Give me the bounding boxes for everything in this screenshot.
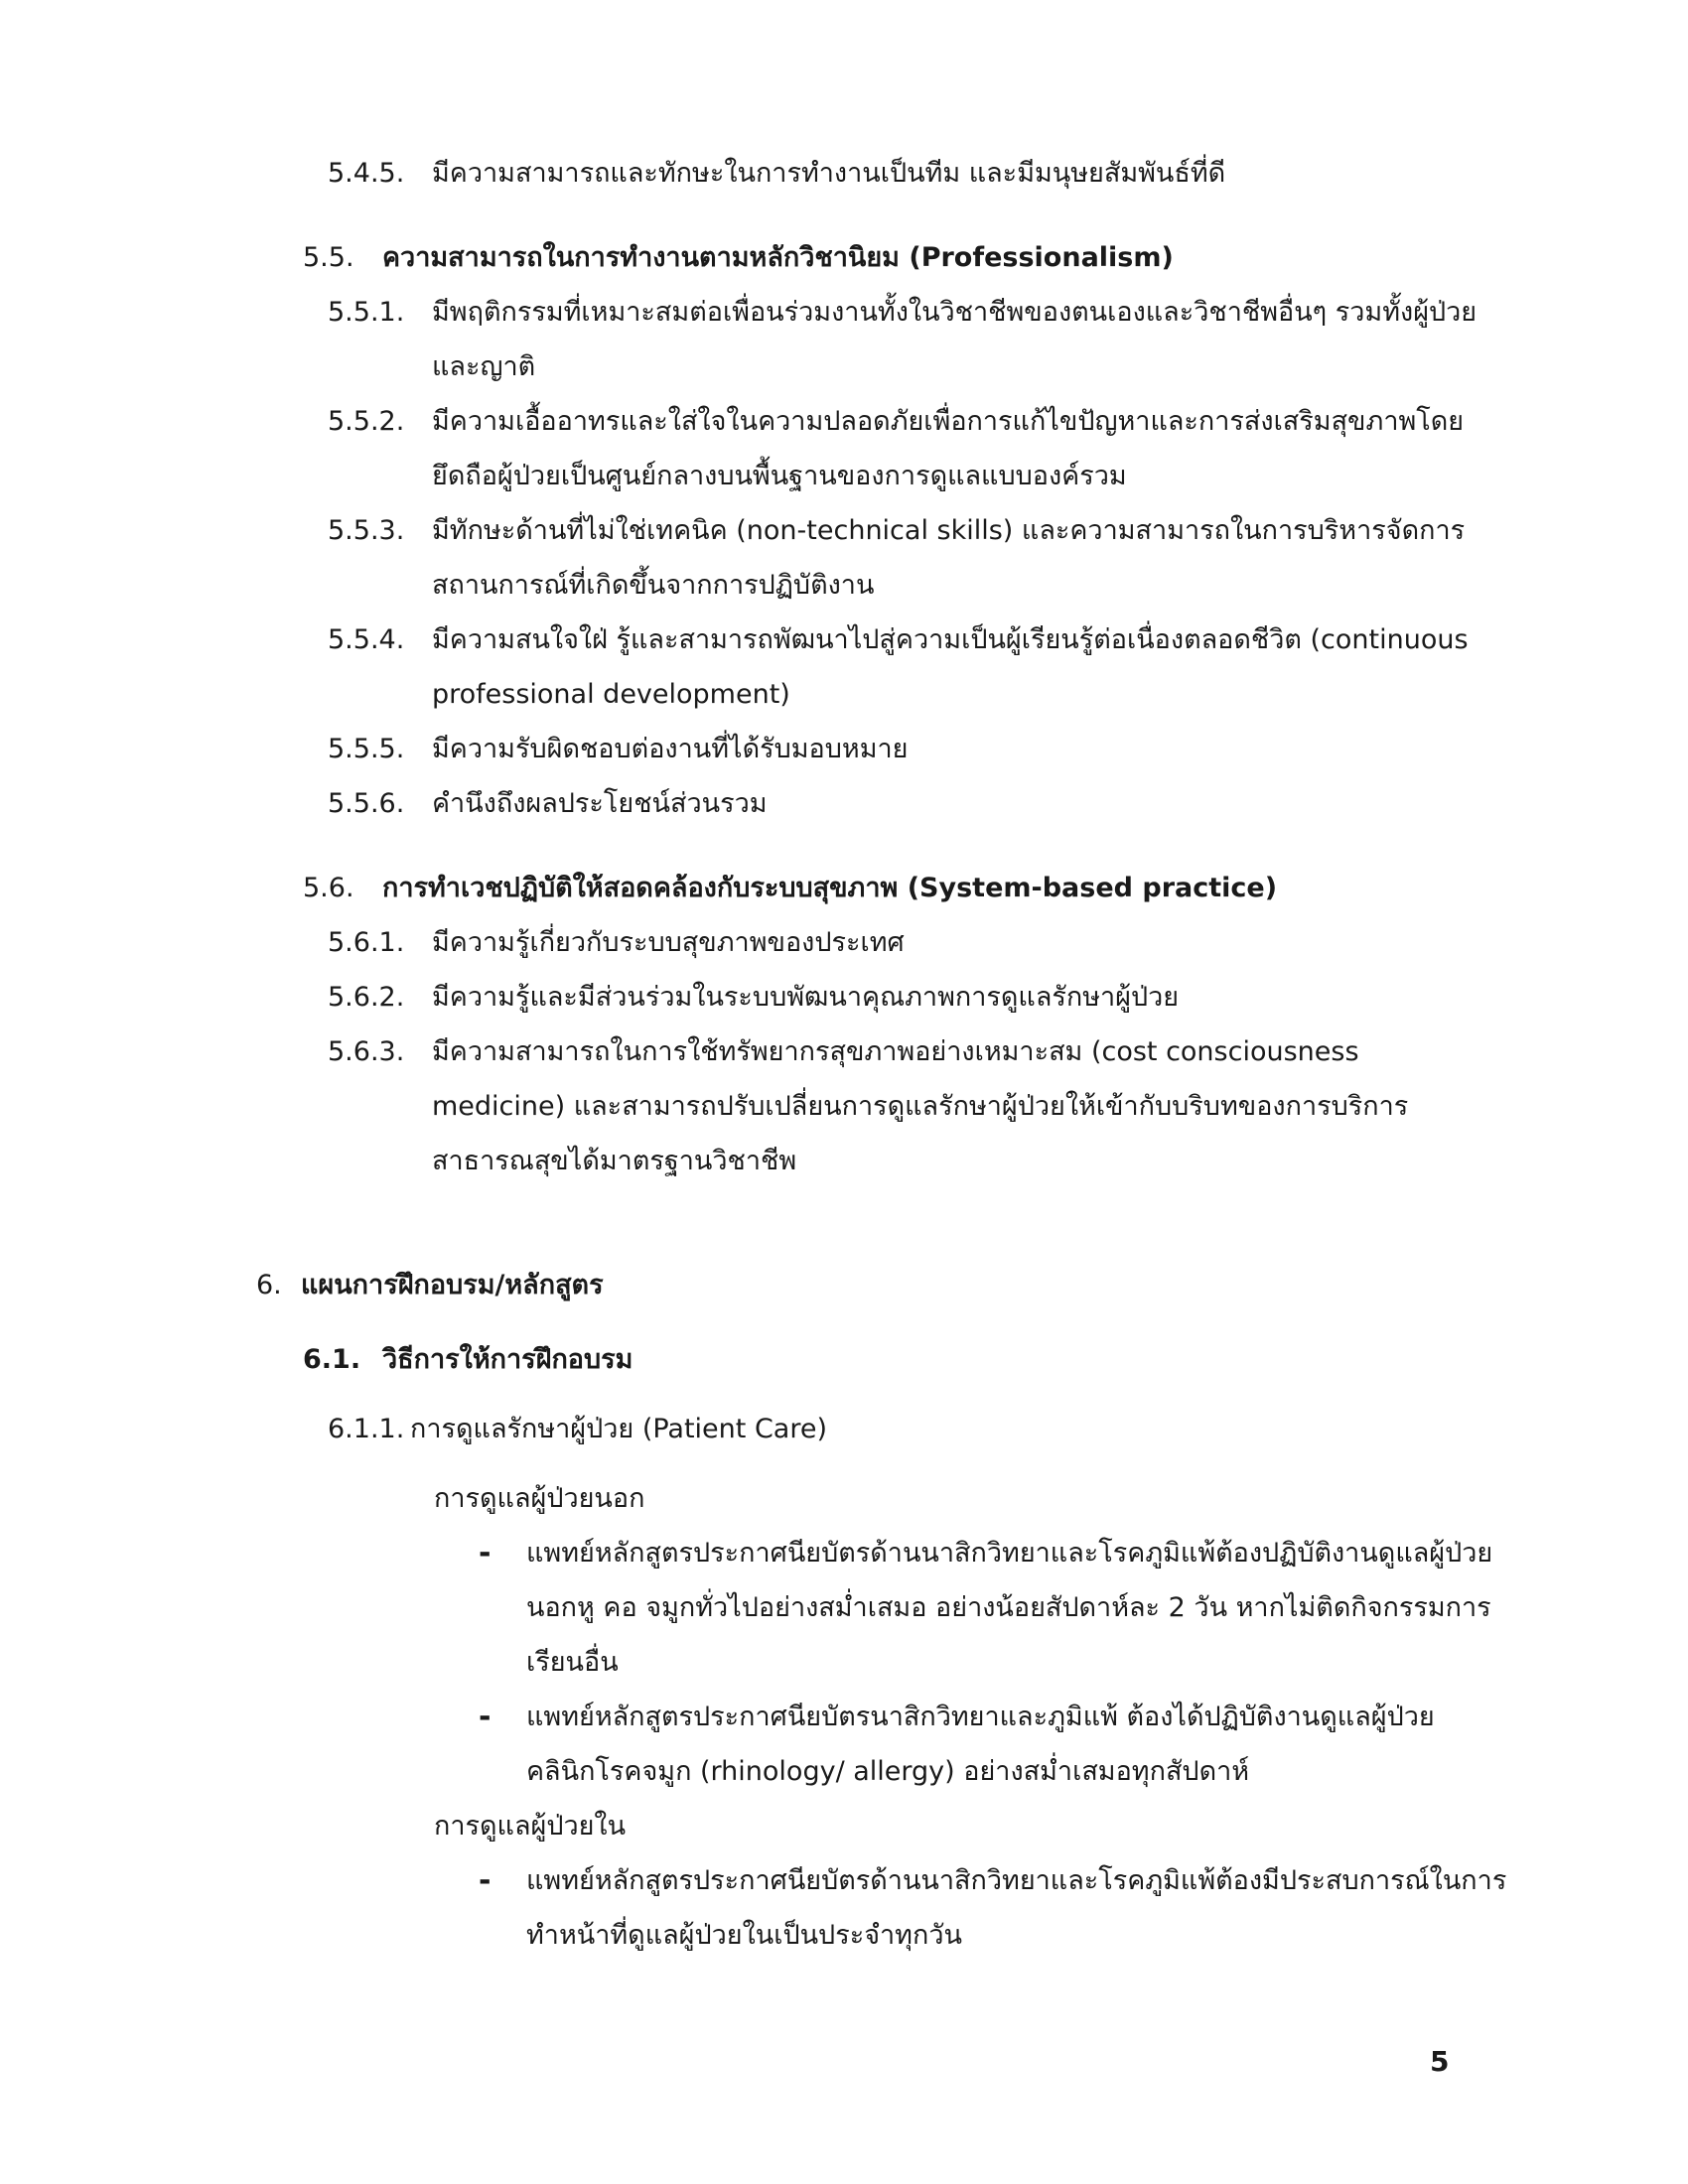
bullet-text: ทำหน้าที่ดูแลผู้ป่วยในเป็นประจำทุกวัน xyxy=(526,1920,962,1951)
section-number: 6.1. xyxy=(303,1344,361,1375)
item-text: มีความสามารถในการใช้ทรัพยากรสุขภาพอย่างเหมาะสม (cost consciousness xyxy=(432,1036,1359,1067)
item-number: 5.6.3. xyxy=(328,1036,405,1067)
page-number: 5 xyxy=(1430,2045,1450,2078)
bullet-dash: - xyxy=(479,1536,492,1570)
item-number: 5.4.5. xyxy=(328,158,405,189)
item-number: 5.6.1. xyxy=(328,927,405,958)
bullet-dash: - xyxy=(479,1700,492,1734)
bullet-text: แพทย์หลักสูตรประกาศนียบัตรด้านนาสิกวิทยาและโรคภูมิแพ้ต้องมีประสบการณ์ในการ xyxy=(526,1865,1507,1896)
item-number: 5.5.2. xyxy=(328,406,405,437)
subheading-inpatient: การดูแลผู้ป่วยใน xyxy=(434,1811,627,1842)
item-text: มีทักษะด้านที่ไม่ใช่เทคนิค (non-technical skills) และความสามารถในการบริหารจัดการ xyxy=(432,515,1466,546)
item-number: 5.5.6. xyxy=(328,788,405,819)
section-number: 5.6. xyxy=(303,873,354,903)
section-heading: ความสามารถในการทำงานตามหลักวิชานิยม (Professionalism) xyxy=(382,242,1174,273)
item-number: 5.5.3. xyxy=(328,515,405,546)
chapter-heading: แผนการฝึกอบรม/หลักสูตร xyxy=(301,1270,604,1300)
item-number: 5.5.5. xyxy=(328,734,405,764)
item-text: และญาติ xyxy=(432,351,536,382)
item-text: มีความรู้เกี่ยวกับระบบสุขภาพของประเทศ xyxy=(432,927,905,958)
chapter-number: 6. xyxy=(256,1270,282,1300)
item-text: มีความรับผิดชอบต่องานที่ได้รับมอบหมาย xyxy=(432,734,909,764)
section-heading: วิธีการให้การฝึกอบรม xyxy=(382,1344,633,1375)
item-text: สาธารณสุขได้มาตรฐานวิชาชีพ xyxy=(432,1146,797,1176)
item-text: มีพฤติกรรมที่เหมาะสมต่อเพื่อนร่วมงานทั้งในวิชาชีพของตนเองและวิชาชีพอื่นๆ รวมทั้งผู้ป่วย xyxy=(432,297,1477,328)
item-text: professional development) xyxy=(432,679,790,710)
section-heading: การทำเวชปฏิบัติให้สอดคล้องกับระบบสุขภาพ (System-based practice) xyxy=(382,873,1278,903)
bullet-text: นอกหู คอ จมูกทั่วไปอย่างสม่ำเสมอ อย่างน้อยสัปดาห์ละ 2 วัน หากไม่ติดกิจกรรมการ xyxy=(526,1592,1491,1623)
bullet-dash: - xyxy=(479,1863,492,1898)
bullet-text: คลินิกโรคจมูก (rhinology/ allergy) อย่างสม่ำเสมอทุกสัปดาห์ xyxy=(526,1756,1250,1787)
item-number: 5.5.4. xyxy=(328,624,405,655)
item-text: ยึดถือผู้ป่วยเป็นศูนย์กลางบนพื้นฐานของการดูแลแบบองค์รวม xyxy=(432,461,1127,491)
bullet-text: เรียนอื่น xyxy=(526,1647,619,1678)
item-text: สถานการณ์ที่เกิดขึ้นจากการปฏิบัติงาน xyxy=(432,570,875,601)
item-number: 5.5.1. xyxy=(328,297,405,328)
bullet-text: แพทย์หลักสูตรประกาศนียบัตรด้านนาสิกวิทยาและโรคภูมิแพ้ต้องปฏิบัติงานดูแลผู้ป่วย xyxy=(526,1538,1493,1569)
bullet-text: แพทย์หลักสูตรประกาศนียบัตรนาสิกวิทยาและภูมิแพ้ ต้องได้ปฏิบัติงานดูแลผู้ป่วย xyxy=(526,1702,1435,1732)
item-text: มีความสามารถและทักษะในการทำงานเป็นทีม และมีมนุษยสัมพันธ์ที่ดี xyxy=(432,158,1226,189)
item-text: มีความรู้และมีส่วนร่วมในระบบพัฒนาคุณภาพการดูแลรักษาผู้ป่วย xyxy=(432,982,1180,1013)
subheading-outpatient: การดูแลผู้ป่วยนอก xyxy=(434,1483,645,1514)
section-number: 5.5. xyxy=(303,242,354,273)
item-text: มีความสนใจใฝ่ รู้และสามารถพัฒนาไปสู่ความเป็นผู้เรียนรู้ต่อเนื่องตลอดชีวิต (continuous xyxy=(432,624,1469,655)
item-text: medicine) และสามารถปรับเปลี่ยนการดูแลรักษาผู้ป่วยให้เข้ากับบริบทของการบริการ xyxy=(432,1091,1409,1122)
item-number: 5.6.2. xyxy=(328,982,405,1013)
item-text: มีความเอื้ออาทรและใส่ใจในความปลอดภัยเพื่อการแก้ไขปัญหาและการส่งเสริมสุขภาพโดย xyxy=(432,406,1465,437)
item-text: การดูแลรักษาผู้ป่วย (Patient Care) xyxy=(410,1414,828,1444)
item-number: 6.1.1. xyxy=(328,1414,405,1444)
item-text: คำนึงถึงผลประโยชน์ส่วนรวม xyxy=(432,788,768,819)
